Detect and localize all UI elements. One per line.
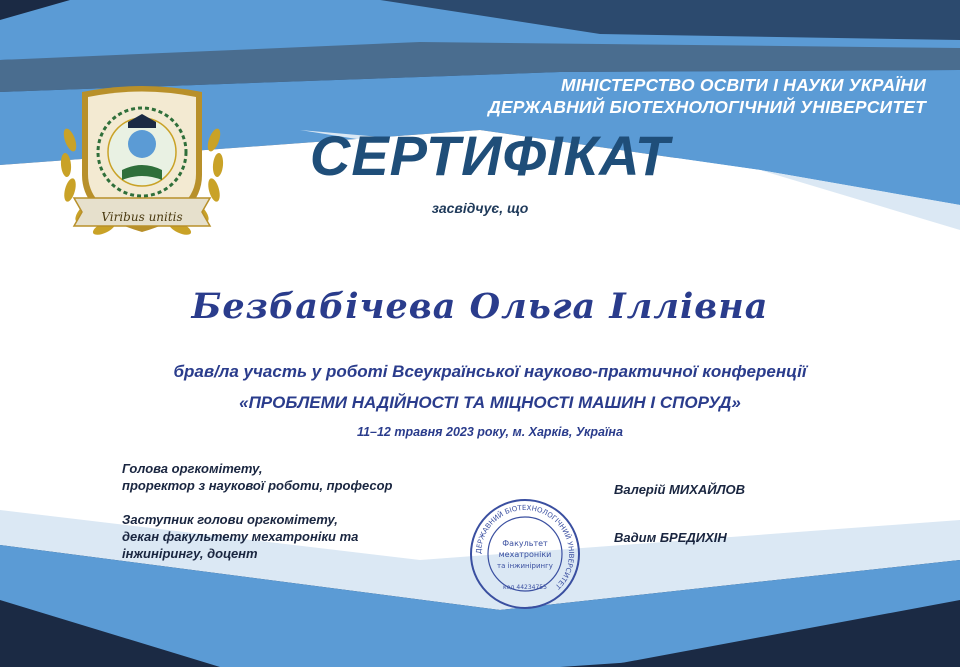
signatory-1-name: Валерій МИХАЙЛОВ	[614, 482, 746, 497]
signatory-1-role-line1: Голова оргкомітету,	[122, 461, 263, 476]
conference-dates: 11–12 травня 2023 року, м. Харків, Україна	[357, 425, 623, 439]
signatory-2-role	[122, 511, 452, 562]
signatory-2-role-line3: інжинірингу, доцент	[122, 546, 258, 561]
signatory-2-name: Вадим БРЕДИХІН	[614, 530, 727, 545]
recipient-name: Безбабічева Ольга Іллівна	[191, 286, 769, 327]
signatory-2-role-line1: Заступник голови оргкомітету,	[122, 512, 338, 527]
signatory-1-role	[122, 460, 452, 494]
official-stamp	[468, 497, 582, 611]
certificate-title: СЕРТИФІКАТ	[309, 124, 671, 187]
signatory-2-role-line2: декан факультету мехатроніки та	[122, 529, 359, 544]
conference-title: «ПРОБЛЕМИ НАДІЙНОСТІ ТА МІЦНОСТІ МАШИН І СПОРУД»	[239, 393, 741, 412]
stamp-code: код 44234755	[503, 584, 547, 591]
certifies-text: засвідчує, що	[431, 200, 529, 216]
signatory-1-role-line2: проректор з наукової роботи, професор	[122, 478, 393, 493]
participation-text: брав/ла участь у роботі Всеукраїнської науково-практичної конференції	[173, 362, 807, 381]
ministry-name: МІНІСТЕРСТВО ОСВІТИ І НАУКИ УКРАЇНИ	[560, 75, 926, 95]
stamp-center-line1: Факультет	[502, 539, 548, 548]
stamp-center-line2: мехатроніки	[498, 550, 552, 559]
stamp-ring-text: ДЕРЖАВНИЙ БІОТЕХНОЛОГІЧНИЙ УНІВЕРСИТЕТ	[474, 503, 576, 591]
emblem-motto: Viribus unitis	[101, 210, 183, 224]
university-name: ДЕРЖАВНИЙ БІОТЕХНОЛОГІЧНИЙ УНІВЕРСИТЕТ	[488, 97, 926, 117]
header-block	[488, 74, 926, 118]
stamp-center-line3: та інжинірингу	[497, 562, 553, 570]
